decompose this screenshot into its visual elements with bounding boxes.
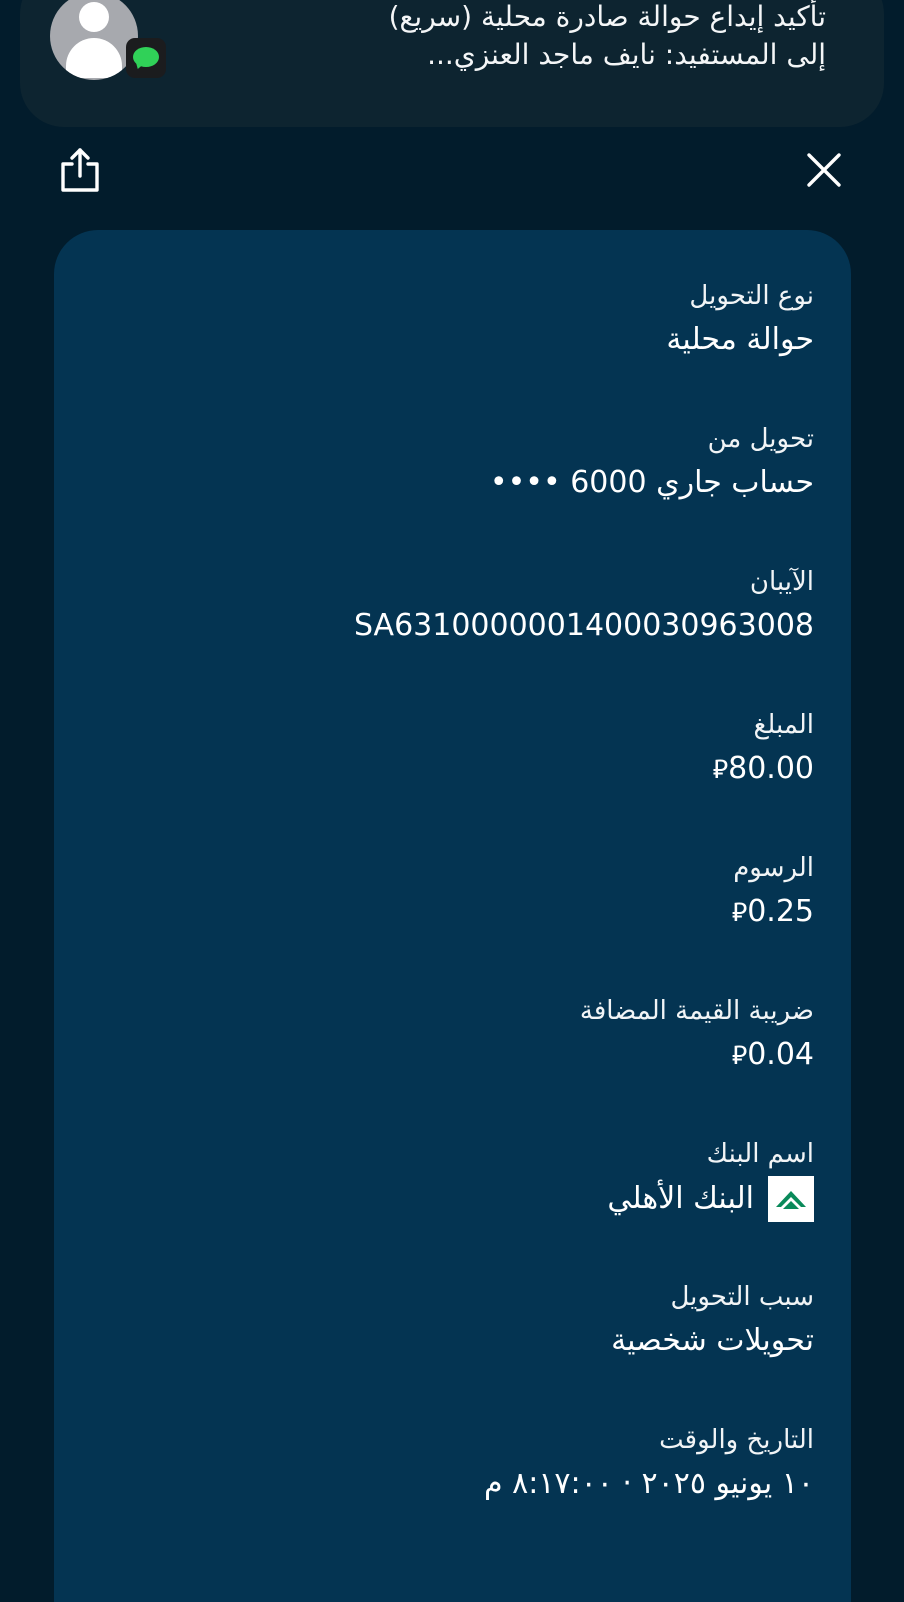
from-account-value xyxy=(490,461,814,505)
account-type: حساب جاري xyxy=(656,465,814,500)
snb-bank-logo-icon xyxy=(768,1176,814,1222)
amount-number: 80.00 xyxy=(728,751,814,786)
contact-avatar-icon xyxy=(50,0,138,80)
transfer-reason-value: تحويلات شخصية xyxy=(611,1323,814,1358)
transfer-type-field xyxy=(666,276,814,362)
amount-label: المبلغ xyxy=(753,710,814,740)
bank-name-text: البنك الأهلي xyxy=(607,1181,754,1216)
bank-name-value xyxy=(607,1176,814,1222)
amount-field xyxy=(705,705,814,792)
vat-label: ضريبة القيمة المضافة xyxy=(579,996,814,1026)
datetime-value: ١٠ يونيو ٢٠٢٥ · ٨:١٧:٠٠ م xyxy=(483,1466,814,1501)
vat-number: 0.04 xyxy=(747,1037,814,1072)
iban-field xyxy=(354,562,814,648)
fees-value xyxy=(724,890,814,935)
transfer-details-card xyxy=(54,230,851,1602)
notification-title: تأكيد إيداع حوالة صادرة محلية (سريع) xyxy=(388,0,826,33)
from-account-label: تحويل من xyxy=(707,424,814,454)
notification-body: إلى المستفيد: نايف ماجد العنزي... xyxy=(427,38,826,71)
messages-icon xyxy=(126,38,166,78)
transfer-reason-label: سبب التحويل xyxy=(670,1282,814,1312)
bank-name-label: اسم البنك xyxy=(706,1139,814,1169)
amount-value xyxy=(705,747,814,792)
notification-text xyxy=(186,0,826,74)
close-button[interactable] xyxy=(794,140,854,200)
from-account-field xyxy=(490,419,814,505)
fees-number: 0.25 xyxy=(747,894,814,929)
vat-value xyxy=(580,1033,814,1078)
bank-name-field xyxy=(607,1134,814,1222)
share-icon xyxy=(55,145,105,195)
riyal-icon: ⃁ xyxy=(731,898,748,928)
vat-field xyxy=(580,991,814,1078)
iban-number[interactable]: SA6310000001400030963008 xyxy=(353,608,814,643)
masked-account-number: •••• 6000 xyxy=(489,465,647,500)
close-icon xyxy=(806,152,842,188)
fees-label: الرسوم xyxy=(733,853,814,883)
iban-value xyxy=(354,604,814,648)
riyal-icon: ⃁ xyxy=(712,755,729,785)
transfer-type-value: حوالة محلية xyxy=(666,322,814,357)
transfer-reason-field xyxy=(611,1277,814,1363)
notification-banner[interactable] xyxy=(20,0,884,127)
riyal-icon: ⃁ xyxy=(731,1041,748,1071)
datetime-label: التاريخ والوقت xyxy=(659,1425,814,1455)
transfer-type-label: نوع التحويل xyxy=(689,281,814,311)
datetime-field xyxy=(484,1420,814,1506)
fees-field xyxy=(724,848,814,935)
share-button[interactable] xyxy=(50,140,110,200)
iban-label: الآيبان xyxy=(749,567,814,597)
